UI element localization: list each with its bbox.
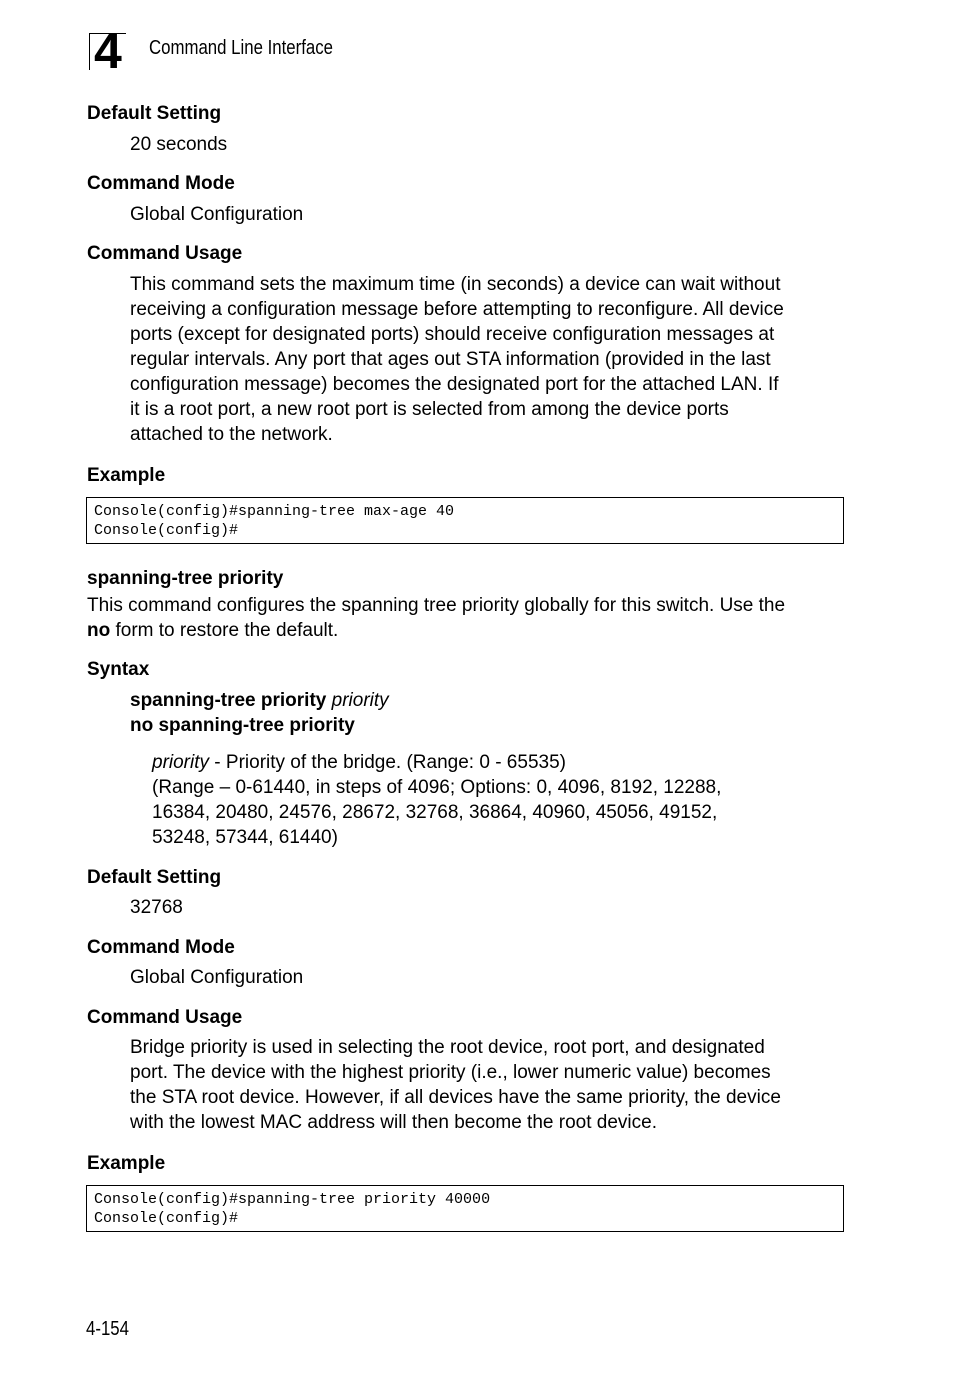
intro-line: [87, 618, 847, 643]
param-line: [152, 750, 852, 775]
running-header-title: Command Line Interface: [149, 37, 333, 59]
example-heading: Example: [87, 1153, 166, 1174]
usage-line: port. The device with the highest priority (i.e., lower numeric value) becomes: [130, 1062, 771, 1083]
syntax-heading: Syntax: [87, 659, 150, 680]
code-example-box: [86, 497, 844, 544]
default-setting-heading: Default Setting: [87, 103, 222, 124]
syntax-command: spanning-tree priority: [130, 690, 327, 711]
command-mode-value: Global Configuration: [130, 967, 304, 988]
command-title: spanning-tree priority: [87, 568, 284, 589]
code-line: Console(config)#: [94, 1210, 239, 1227]
param-line: 16384, 20480, 24576, 28672, 32768, 36864, 40960, 45056, 49152,: [152, 802, 718, 823]
param-line: (Range – 0-61440, in steps of 4096; Options: 0, 4096, 8192, 12288,: [152, 777, 722, 798]
chapter-number-box: [89, 33, 126, 70]
code-example-box: [86, 1185, 844, 1232]
intro-rest: form to restore the default.: [110, 620, 339, 641]
usage-line: regular intervals. Any port that ages out STA information (provided in the last: [130, 349, 771, 370]
usage-line: configuration message) becomes the designated port for the attached LAN. If: [130, 374, 779, 395]
syntax-block: [130, 688, 850, 738]
command-intro: [87, 593, 847, 643]
default-setting-value: 20 seconds: [130, 134, 228, 155]
code-line: Console(config)#: [94, 522, 239, 539]
usage-line: with the lowest MAC address will then become the root device.: [130, 1112, 657, 1133]
command-mode-heading: Command Mode: [87, 173, 235, 194]
syntax-line-no: no spanning-tree priority: [130, 715, 355, 736]
command-usage-heading: Command Usage: [87, 1007, 243, 1028]
code-line: Console(config)#spanning-tree max-age 40: [94, 503, 455, 520]
usage-line: the STA root device. However, if all devices have the same priority, the device: [130, 1087, 781, 1108]
chapter-number: 4: [94, 33, 122, 70]
usage-line: receiving a configuration message before attempting to reconfigure. All device: [130, 299, 784, 320]
param-line: 53248, 57344, 61440): [152, 827, 338, 848]
example-heading: Example: [87, 465, 166, 486]
intro-line: This command configures the spanning tree priority globally for this switch. Use the: [87, 595, 786, 616]
command-mode-value: Global Configuration: [130, 204, 304, 225]
default-setting-heading: Default Setting: [87, 867, 222, 888]
usage-line: ports (except for designated ports) should receive configuration messages at: [130, 324, 775, 345]
syntax-line: [130, 688, 850, 713]
command-usage-text: [130, 1035, 850, 1135]
page-number: 4-154: [86, 1318, 129, 1340]
usage-line: This command sets the maximum time (in seconds) a device can wait without: [130, 274, 781, 295]
no-keyword: no: [87, 620, 111, 641]
usage-line: attached to the network.: [130, 424, 333, 445]
command-usage-text: [130, 272, 850, 447]
parameter-description: [152, 750, 852, 850]
default-setting-value: 32768: [130, 897, 183, 918]
command-usage-heading: Command Usage: [87, 243, 243, 264]
usage-line: Bridge priority is used in selecting the root device, root port, and designated: [130, 1037, 765, 1058]
syntax-parameter: priority: [331, 690, 389, 711]
param-name: priority: [152, 752, 210, 773]
usage-line: it is a root port, a new root port is selected from among the device ports: [130, 399, 729, 420]
param-desc: - Priority of the bridge. (Range: 0 - 65535): [209, 752, 566, 773]
code-line: Console(config)#spanning-tree priority 40000: [94, 1191, 491, 1208]
command-mode-heading: Command Mode: [87, 937, 235, 958]
